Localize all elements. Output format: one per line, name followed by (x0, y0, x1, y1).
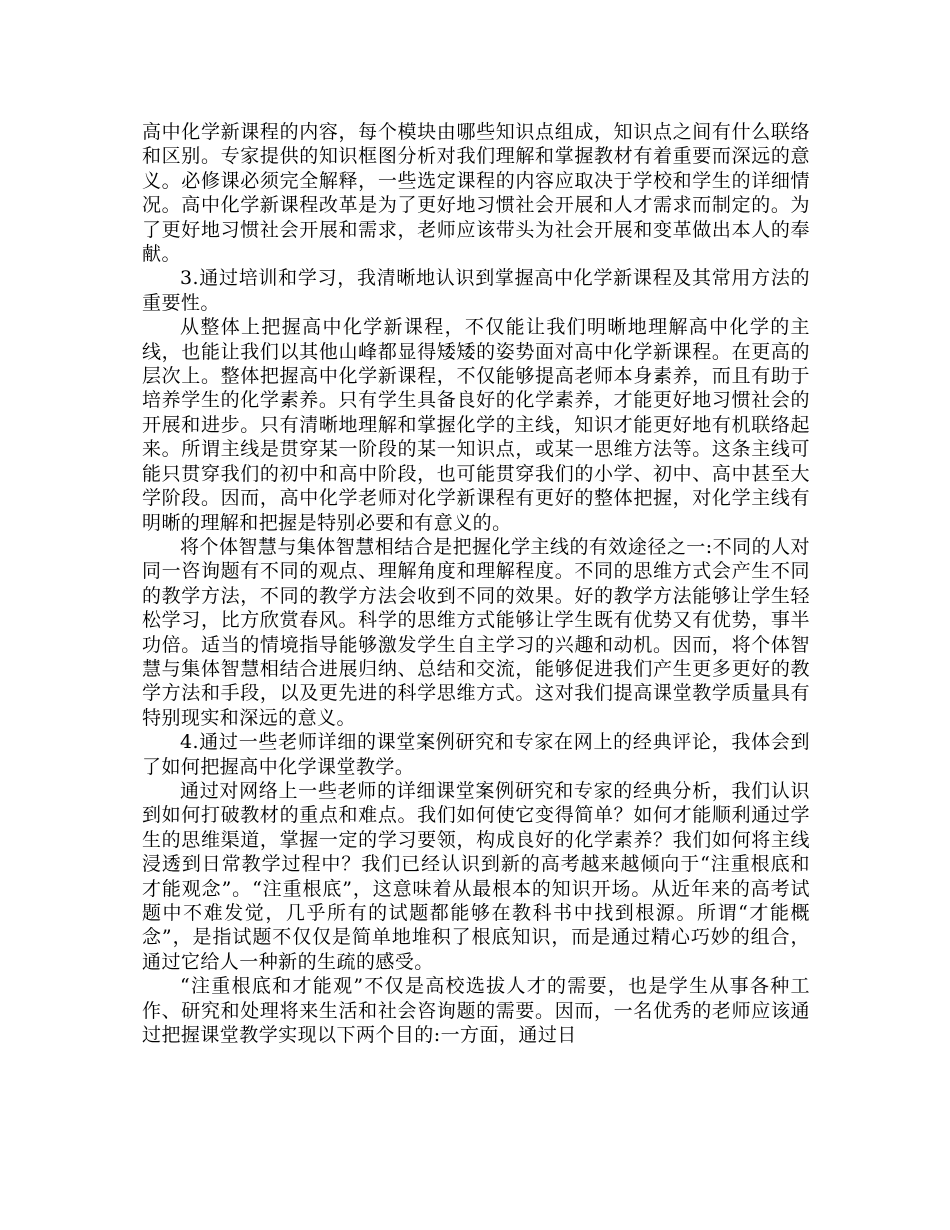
paragraph-1: 高中化学新课程的内容，每个模块由哪些知识点组成，知识点之间有什么联络和区别。专家提供的知识框图分析对我们理解和掌握教材有着重要而深远的意义。必修课必须完全解释，一些选定课程的内容应取决于学校和学生的详细情况。高中化学新课程改革是为了更好地习惯社会开展和人才需求而制定的。为了更好地习惯社会开展和需求，老师应该带头为社会开展和变革做出本人的奉献。 (142, 121, 810, 266)
paragraph-6: 通过对网络上一些老师的详细课堂案例研究和专家的经典分析，我们认识到如何打破教材的重点和难点。我们如何使它变得简单？如何才能顺利通过学生的思维渠道，掌握一定的学习要领，构成良好的化学素养？我们如何将主线浸透到日常教学过程中？我们已经认识到新的高考越来越倾向于“注重根底和才能观念”。“注重根底”，这意味着从最根本的知识开场。从近年来的高考试题中不难发觉，几乎所有的试题都能够在教科书中找到根源。所谓“才能概念”，是指试题不仅仅是简单地堆积了根底知识，而是通过精心巧妙的组合，通过它给人一种新的生疏的感受。 (142, 779, 810, 973)
paragraph-3: 从整体上把握高中化学新课程，不仅能让我们明晰地理解高中化学的主线，也能让我们以其他山峰都显得矮矮的姿势面对高中化学新课程。在更高的层次上。整体把握高中化学新课程，不仅能够提高老师本身素养，而且有助于培养学生的化学素养。只有学生具备良好的化学素养，才能更好地习惯社会的开展和进步。只有清晰地理解和掌握化学的主线，知识才能更好地有机联络起来。所谓主线是贯穿某一阶段的某一知识点，或某一思维方法等。这条主线可能只贯穿我们的初中和高中阶段，也可能贯穿我们的小学、初中、高中甚至大学阶段。因而，高中化学老师对化学新课程有更好的整体把握，对化学主线有明晰的理解和把握是特别必要和有意义的。 (142, 316, 810, 534)
paragraph-2: 3.通过培训和学习，我清晰地认识到掌握高中化学新课程及其常用方法的重要性。 (142, 267, 810, 314)
paragraph-4: 将个体智慧与集体智慧相结合是把握化学主线的有效途径之一:不同的人对同一咨询题有不同的观点、理解角度和理解程度。不同的思维方式会产生不同的教学方法，不同的教学方法会收到不同的效果。好的教学方法能够让学生轻松学习，比方欣赏春风。科学的思维方式能够让学生既有优势又有优势，事半功倍。适当的情境指导能够激发学生自主学习的兴趣和动机。因而，将个体智慧与集体智慧相结合进展归纳、总结和交流，能够促进我们产生更多更好的教学方法和手段，以及更先进的科学思维方式。这对我们提高课堂教学质量具有特别现实和深远的意义。 (142, 535, 810, 729)
paragraph-5: 4.通过一些老师详细的课堂案例研究和专家在网上的经典评论，我体会到了如何把握高中化学课堂教学。 (142, 731, 810, 778)
document-page (142, 120, 810, 1047)
paragraph-7: “注重根底和才能观”不仅是高校选拔人才的需要，也是学生从事各种工作、研究和处理将来生活和社会咨询题的需要。因而，一名优秀的老师应该通过把握课堂教学实现以下两个目的:一方面，通过日 (142, 975, 810, 1047)
